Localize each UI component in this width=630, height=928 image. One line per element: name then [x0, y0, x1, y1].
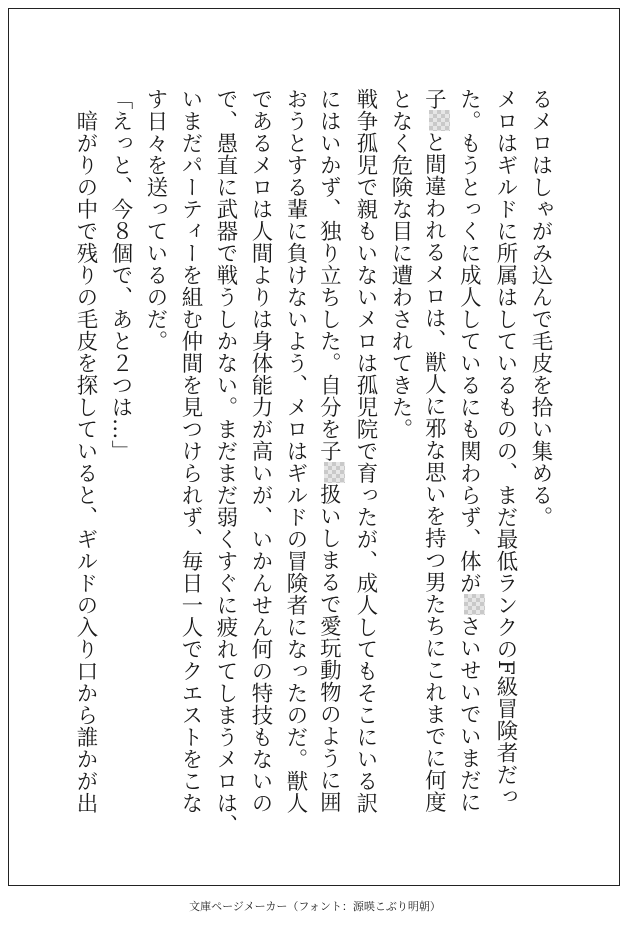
- text-column: [455, 88, 485, 844]
- text-column: [105, 88, 135, 844]
- footer-credit: 文庫ページメーカー（フォント：源暎こぶり明朝）: [189, 900, 441, 913]
- text-run: と間違われるメロは、獣人に邪な思いを持つ男たちにこれまでに何度: [421, 131, 447, 814]
- text-column: [140, 88, 170, 844]
- text-run: るメロはしゃがみ込んで毛皮を拾い集める。: [528, 88, 553, 528]
- text-column: [385, 88, 415, 844]
- text-run: 扱いしまるで愛玩動物のように囲: [316, 483, 342, 814]
- text-column: [245, 88, 275, 844]
- text-run: 子: [421, 88, 447, 110]
- text-column: [70, 88, 100, 844]
- text-column: [175, 88, 205, 844]
- text-column: [280, 88, 310, 844]
- text-run: いまだパーティーを組む仲間を見つけられず、毎日一人でクエストをこな: [178, 88, 203, 814]
- text-run: にはいかず、独り立ちした。自分を子: [316, 88, 342, 462]
- censor-mosaic: [464, 594, 485, 615]
- body-text: [70, 88, 560, 844]
- text-run: であるメロは人間よりは身体能力が高いが、いかんせん何の特技もないの: [248, 88, 273, 814]
- text-run: となく危険な目に遭わされてきた。: [388, 88, 413, 440]
- text-run: す日々を送っているのだ。: [143, 88, 168, 352]
- text-column: [315, 88, 345, 844]
- text-column: [350, 88, 380, 844]
- text-run: おうとする輩に負けないよう、メロはギルドの冒険者になったのだ。獣人: [283, 88, 308, 814]
- text-run: た。もうとっくに成人しているにも関わらず、体が: [456, 88, 482, 594]
- text-run: さいせいでいまだに: [456, 615, 482, 814]
- text-column: [210, 88, 240, 844]
- text-run: で、愚直に武器で戦うしかない。まだまだ弱くすぐに疲れてしまうメロは、: [213, 88, 238, 836]
- text-column: [490, 88, 520, 844]
- censor-mosaic: [324, 462, 345, 483]
- text-column: [525, 88, 555, 844]
- text-run: 暗がりの中で残りの毛皮を探していると、ギルドの入り口から誰かが出: [73, 88, 98, 814]
- censor-mosaic: [429, 110, 450, 131]
- text-run: 「えっと、今８個で、あと２つは…」: [108, 88, 133, 462]
- text-run: メロはギルドに所属はしているものの、まだ最低ランクのF級冒険者だっ: [493, 88, 518, 808]
- text-column: [420, 88, 450, 844]
- text-run: 戦争孤児で親もいないメロは孤児院で育ったが、成人してもそこにいる訳: [353, 88, 378, 814]
